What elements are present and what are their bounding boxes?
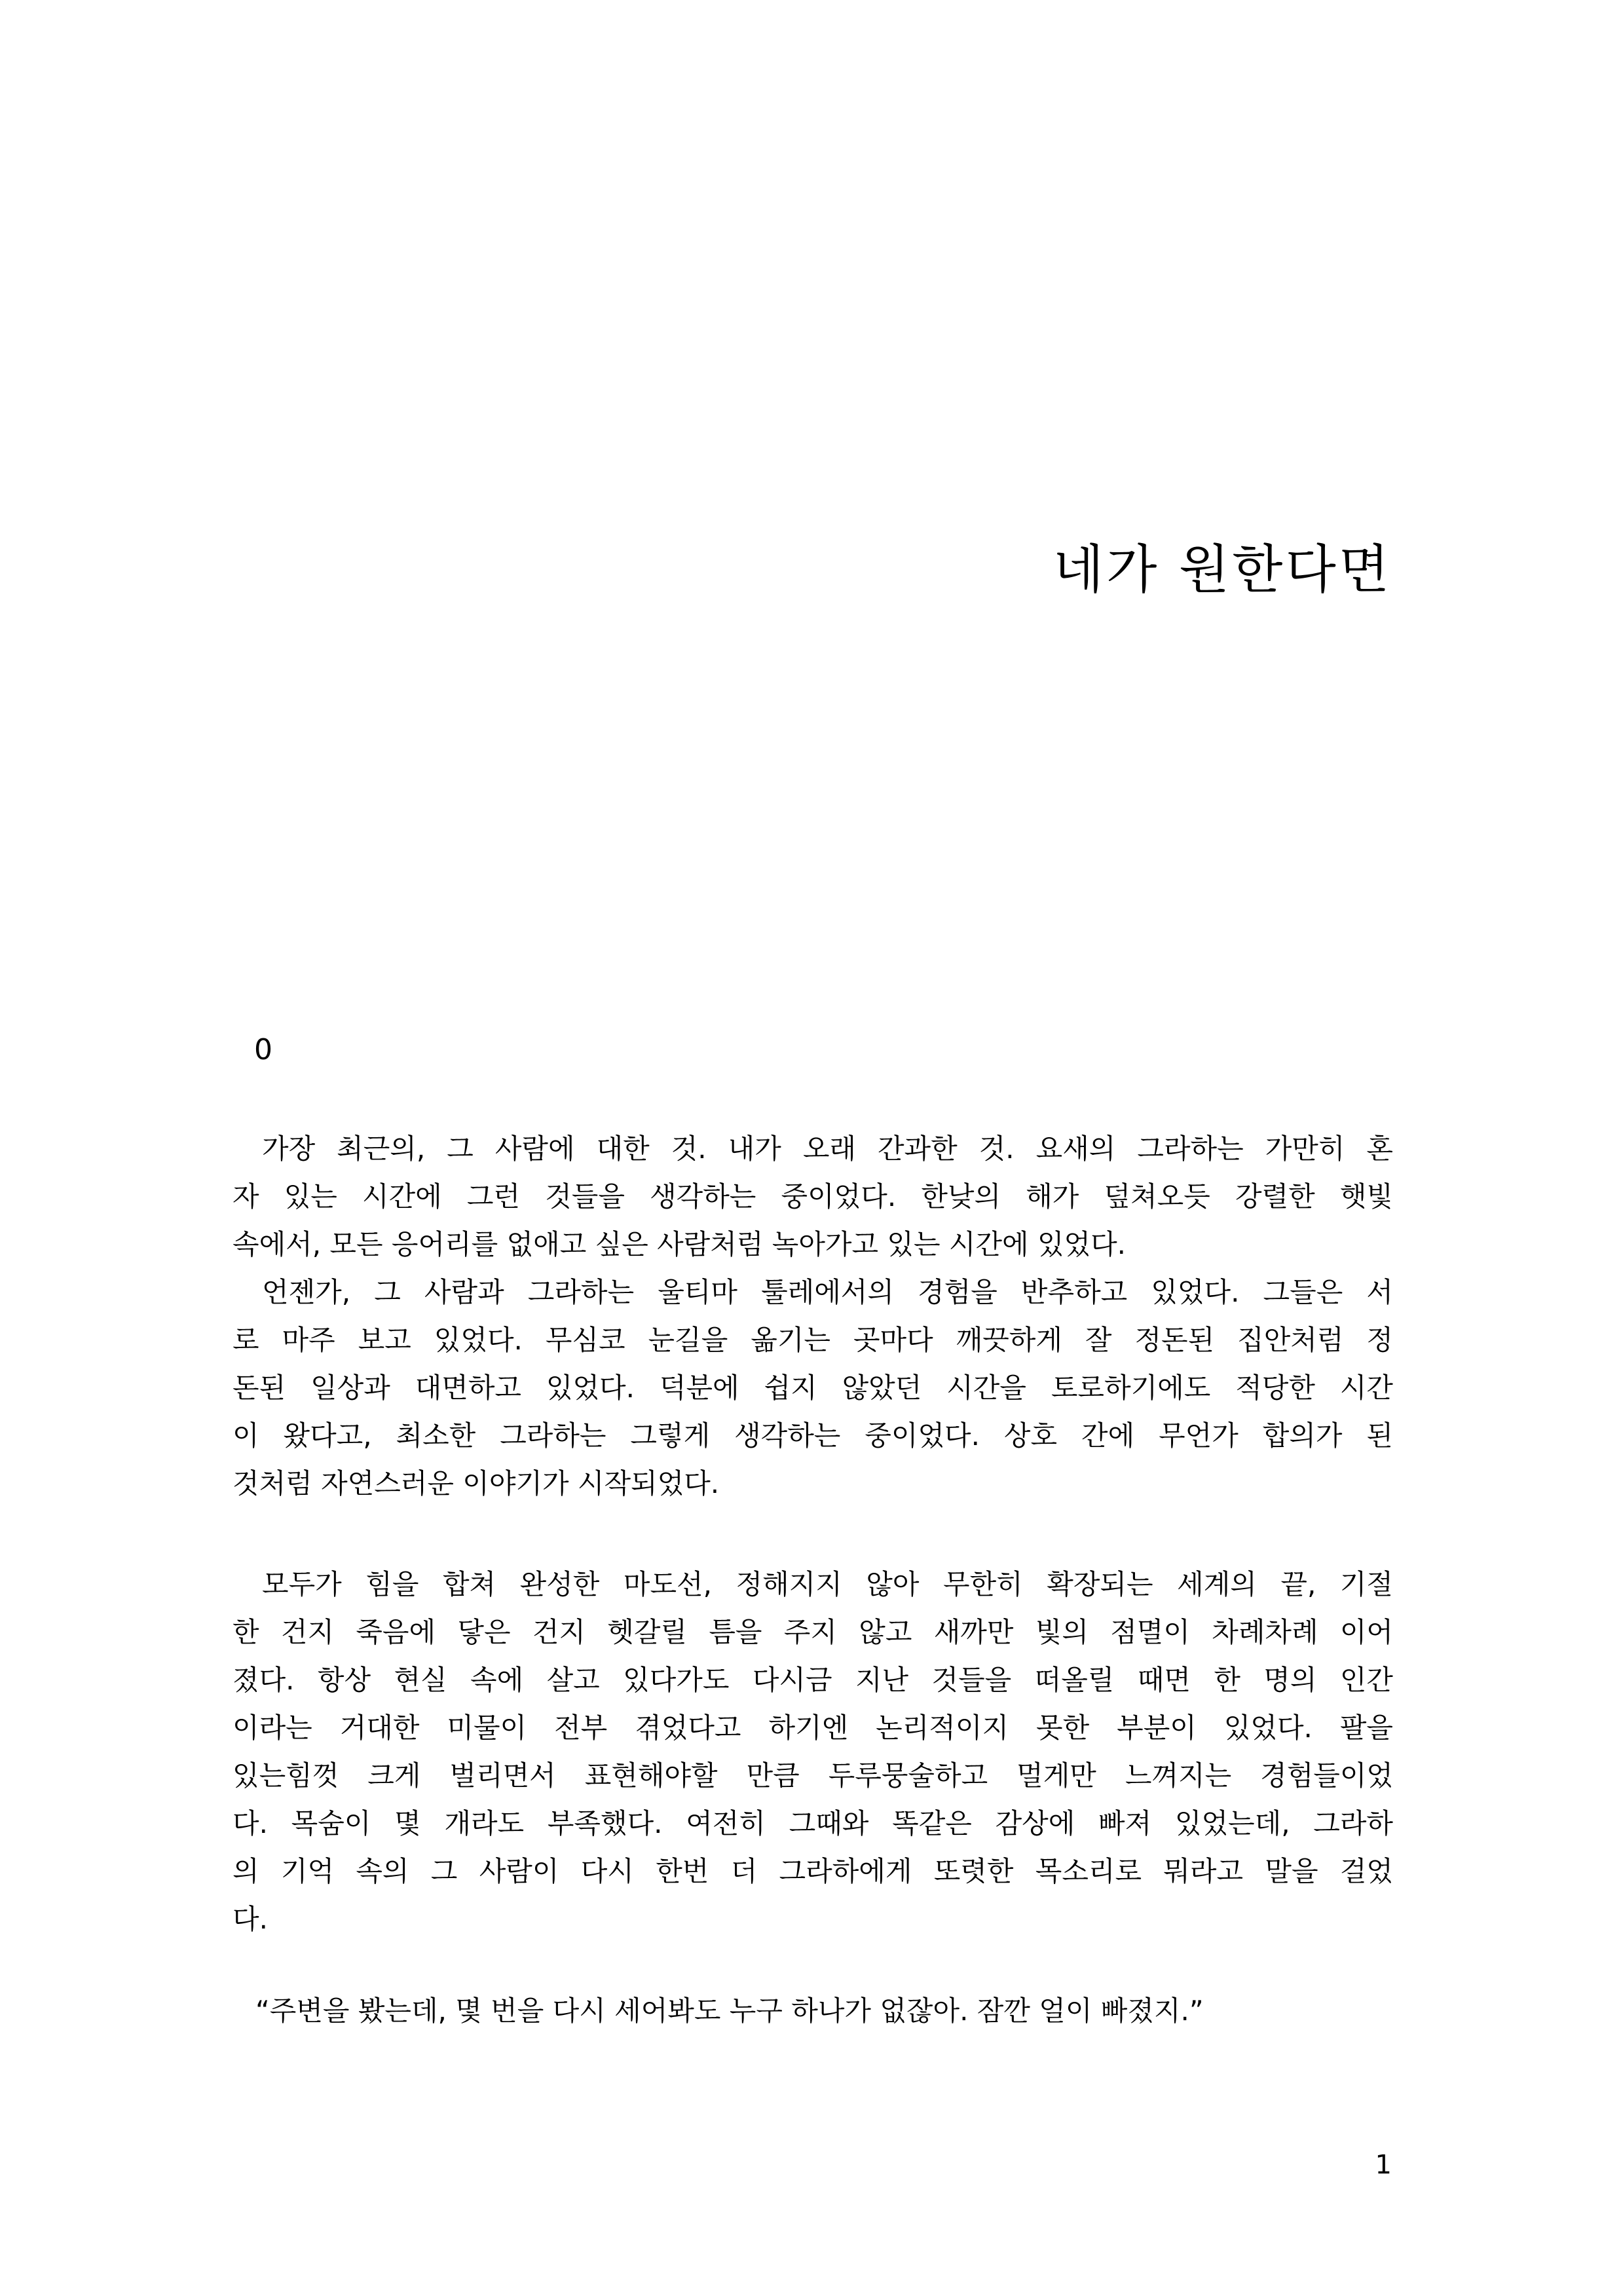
text-line: 로 마주 보고 있었다. 무심코 눈길을 옮기는 곳마다 깨끗하게 잘 정돈된 집안처럼 정 [233,1324,1393,1356]
page-number: 1 [1375,2150,1392,2180]
text-line: 졌다. 항상 현실 속에 살고 있다가도 다시금 지난 것들을 떠올릴 때면 한 명의 인간 [233,1664,1393,1696]
text-line: 다. 목숨이 몇 개라도 부족했다. 여전히 그때와 똑같은 감상에 빠져 있었는데, 그라하 [233,1807,1393,1839]
text-line: 가장 최근의, 그 사람에 대한 것. 내가 오래 간과한 것. 요새의 그라하는 가만히 혼 [262,1133,1393,1165]
paragraph-2 [233,1268,1393,1507]
text-line: 한 건지 죽음에 닿은 건지 헷갈릴 틈을 주지 않고 새까만 빛의 점멸이 차례차례 이어 [233,1616,1393,1648]
text-line: 자 있는 시간에 그런 것들을 생각하는 중이었다. 한낮의 해가 덮쳐오듯 강렬한 햇빛 [233,1180,1393,1213]
paragraph-3 [233,1560,1393,1943]
text-line: 이 왔다고, 최소한 그라하는 그렇게 생각하는 중이었다. 상호 간에 무언가 합의가 된 [233,1420,1393,1452]
document-title: 네가 원한다면 [1053,539,1392,600]
text-line: 다. [233,1903,268,1935]
dialogue-quote: “주변을 봤는데, 몇 번을 다시 세어봐도 누구 하나가 없잖아. 잠깐 얼이 빠졌지.” [255,1995,1204,2027]
text-line: 이라는 거대한 미물이 전부 겪었다고 하기엔 논리적이지 못한 부분이 있었다. 팔을 [233,1712,1393,1744]
text-line: 언젠가, 그 사람과 그라하는 울티마 툴레에서의 경험을 반추하고 있었다. 그들은 서 [262,1276,1393,1308]
text-line: 속에서, 모든 응어리를 없애고 싶은 사람처럼 녹아가고 있는 시간에 있었다. [233,1228,1127,1260]
text-line: 의 기억 속의 그 사람이 다시 한번 더 그라하에게 또렷한 목소리로 뭐라고 말을 걸었 [233,1855,1393,1887]
text-line: 모두가 힘을 합쳐 완성한 마도선, 정해지지 않아 무한히 확장되는 세계의 끝, 기절 [262,1568,1393,1600]
paragraph-1 [233,1125,1393,1268]
section-number: 0 [254,1033,272,1066]
text-line: 있는힘껏 크게 벌리면서 표현해야할 만큼 두루뭉술하고 멀게만 느껴지는 경험들이었 [233,1760,1393,1792]
text-line: 것처럼 자연스러운 이야기가 시작되었다. [233,1467,720,1499]
text-line: 돈된 일상과 대면하고 있었다. 덕분에 쉽지 않았던 시간을 토로하기에도 적당한 시간 [233,1372,1393,1404]
